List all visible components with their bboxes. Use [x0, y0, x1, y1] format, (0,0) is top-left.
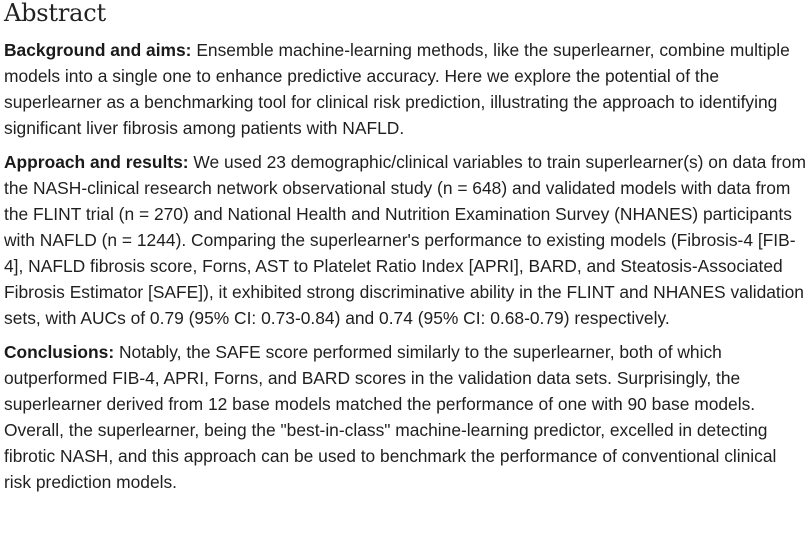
approach-results-label: Approach and results: [4, 152, 189, 172]
conclusions-label: Conclusions: [4, 342, 115, 362]
conclusions-paragraph [4, 339, 808, 495]
abstract-section [4, 0, 808, 503]
approach-results-text: We used 23 demographic/clinical variables to train superlearner(s) on data from the NASH-clinical research network observational study (n = 648) and validated models with data from the FLINT trial (n = 270) and National Health and Nutrition Examination Survey (NHANES) participants with NAFLD (n = 1244). Comparing the superlearner's performance to existing models (Fibrosis-4 [FIB-4], NAFLD fibrosis score, Forns, AST to Platelet Ratio Index [APRI], BARD, and Steatosis-Associated Fibrosis Estimator [SAFE]), it exhibited strong discriminative ability in the FLINT and NHANES validation sets, with AUCs of 0.79 (95% CI: 0.73-0.84) and 0.74 (95% CI: 0.68-0.79) respectively. [4, 152, 806, 328]
approach-results-paragraph [4, 149, 808, 331]
abstract-heading: Abstract [4, 0, 106, 27]
background-aims-label: Background and aims: [4, 40, 192, 60]
background-aims-text: Ensemble machine-learning methods, like the superlearner, combine multiple models into a single one to enhance predictive accuracy. Here we explore the potential of the superlearner as a benchmarking tool for clinical risk prediction, illustrating the approach to identifying significant liver fibrosis among patients with NAFLD. [4, 40, 790, 138]
conclusions-text: Notably, the SAFE score performed similarly to the superlearner, both of which outperformed FIB-4, APRI, Forns, and BARD scores in the validation data sets. Surprisingly, the superlearner derived from 12 base models matched the performance of one with 90 base models. Overall, the superlearner, being the "best-in-class" machine-learning predictor, excelled in detecting fibrotic NASH, and this approach can be used to benchmark the performance of conventional clinical risk prediction models. [4, 342, 777, 492]
background-aims-paragraph [4, 37, 808, 141]
